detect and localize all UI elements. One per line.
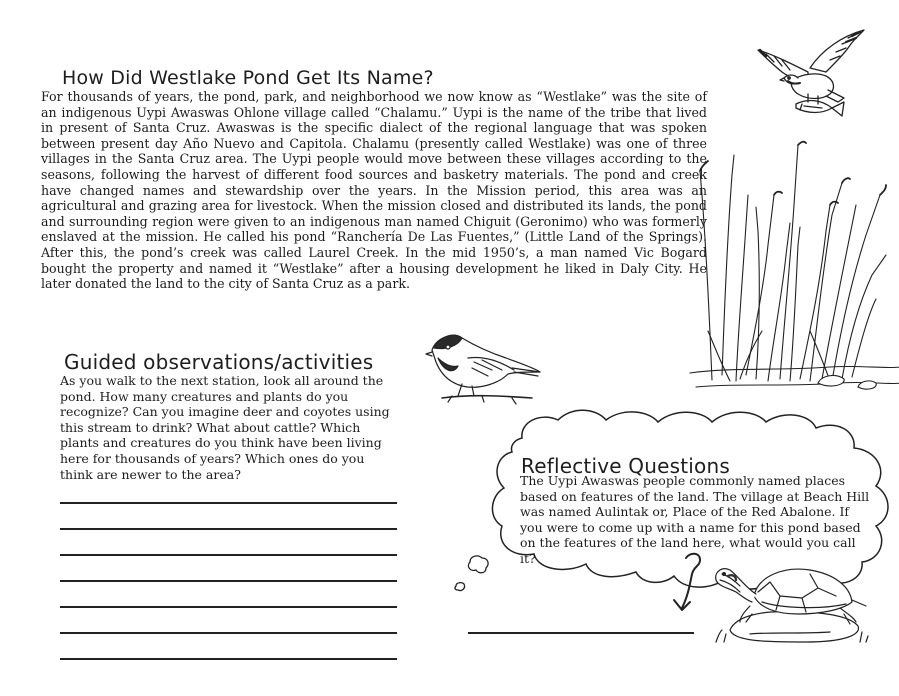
thought-bubble-dots [452, 552, 492, 596]
page-title: How Did Westlake Pond Get Its Name? [62, 66, 434, 89]
turtle-on-rock-icon [710, 552, 870, 644]
answer-line[interactable] [60, 580, 397, 582]
reflective-questions-title: Reflective Questions [521, 453, 730, 478]
reflective-questions-paragraph: The Uypi Awaswas people commonly named places based on features of the land. The village at Beach Hill was named Aulintak or, Place of the Red Abalone. If you were to come up with a name for this pond based on the features of the land here, what would you call it? [520, 473, 870, 566]
curved-arrow-icon [670, 548, 710, 616]
chickadee-icon [422, 328, 546, 408]
reflective-answer-line[interactable] [468, 632, 694, 634]
intro-paragraph: For thousands of years, the pond, park, and neighborhood we now know as “Westlake” was the site of an indigenous Uypi Awaswas Ohlone village called “Chalamu.” Uypi is the name of the tribe that lived in present of Santa Cruz. Awaswas is the specific dialect of the regional language that was spoken between present day Año Nuevo and Capitola. Chalamu (presently called Westlake) was one of three villages in the Santa Cruz area. The Uypi people would move between these villages according to the seasons, following the harvest of different food sources and basketry materials. The pond and creek have changed names and stewardship over the years. In the Mission period, this area was an agricultural and grazing area for livestock. When the mission closed and distributed its lands, the pond and surrounding region were given to an indigenous man named Chiguit (Geronimo) who was formerly enslaved at the mission. He called his pond “Ranchería De Las Fuentes,” (Little Land of the Springs). After this, the pond’s creek was called Laurel Creek. In the mid 1950’s, a man named Vic Bogard bought the property and named it “Westlake” after a housing development he liked in Daly City. He later donated the land to the city of Santa Cruz as a park. [41, 89, 707, 292]
answer-line[interactable] [60, 606, 397, 608]
answer-line[interactable] [60, 554, 397, 556]
osprey-with-fish-icon [752, 28, 872, 128]
answer-line[interactable] [60, 632, 397, 634]
answer-line[interactable] [60, 658, 397, 660]
guided-observations-title: Guided observations/activities [64, 349, 374, 374]
guided-observations-paragraph: As you walk to the next station, look all around the pond. How many creatures and plants do you recognize? Can you imagine deer and coyotes using this stream to drink? What about cattle? Which plants and creatures do you think have been living here for thousands of years? Which ones do you think are newer to the area? [60, 373, 390, 482]
answer-line[interactable] [60, 528, 397, 530]
answer-line[interactable] [60, 502, 397, 504]
cattail-reeds-icon [690, 135, 899, 400]
